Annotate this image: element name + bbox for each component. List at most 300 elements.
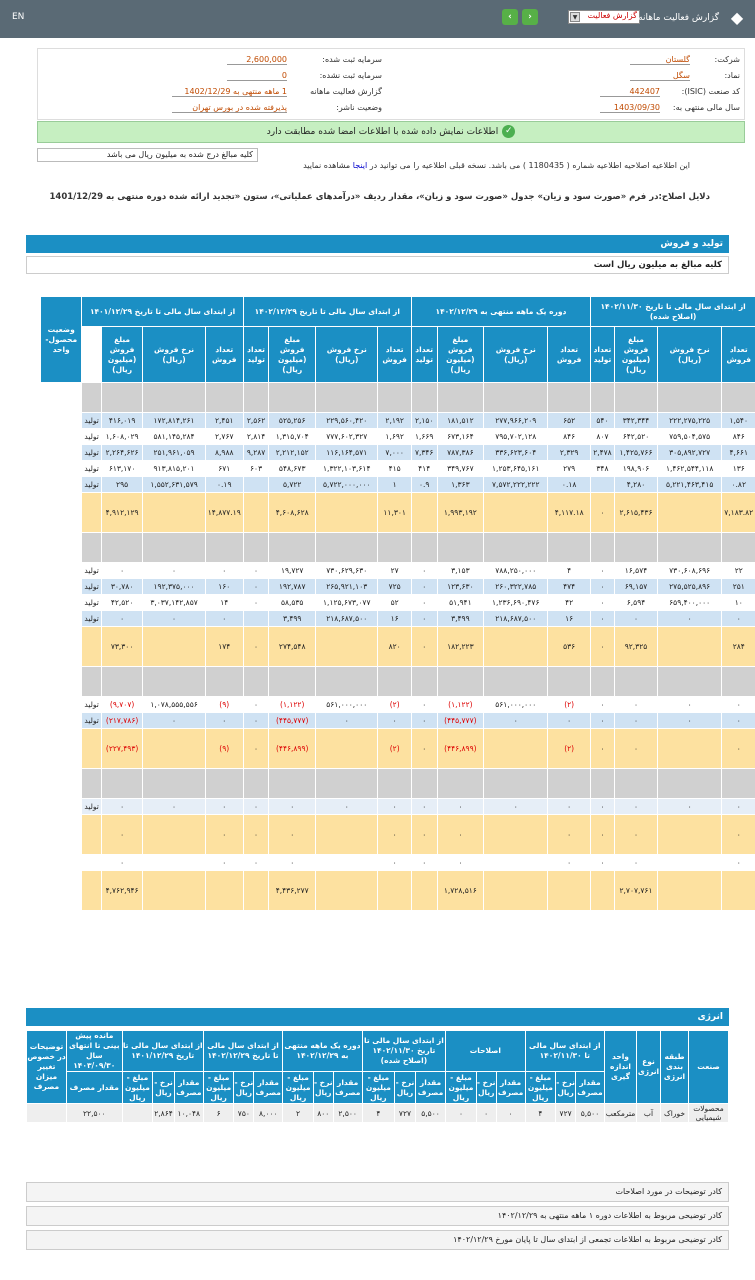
table-cell: ۵,۷۲۲,۰۰۰,۰۰۰ bbox=[316, 477, 378, 493]
header-prod-count-2: تعداد تولید bbox=[411, 327, 437, 383]
energy-cell: ۶ bbox=[203, 1104, 234, 1123]
table-cell: ۰ bbox=[590, 799, 614, 815]
table-cell bbox=[548, 769, 591, 799]
table-cell: ۴۷۴ bbox=[548, 579, 591, 595]
table-cell bbox=[243, 383, 269, 413]
header-sales-rate-1: نرخ فروش (ریال) bbox=[484, 327, 548, 383]
table-cell bbox=[378, 667, 411, 697]
table-row bbox=[41, 429, 755, 445]
table-cell bbox=[269, 383, 316, 413]
table-cell: ۰ bbox=[243, 713, 269, 729]
table-cell: ۱۰ bbox=[722, 595, 755, 611]
table-cell: ۲۲ bbox=[722, 563, 755, 579]
table-cell bbox=[484, 627, 548, 667]
table-cell: (۲) bbox=[548, 697, 591, 713]
table-cell: ۰ bbox=[411, 815, 437, 855]
table-cell: ۰.۱۸ bbox=[548, 477, 591, 493]
table-cell: ۱۴,۸۷۷.۱۹ bbox=[205, 493, 243, 533]
table-cell: ۲,۶۱۵,۴۳۶ bbox=[614, 493, 657, 533]
energy-h-adjust: اصلاحات bbox=[446, 1031, 525, 1072]
table-cell bbox=[143, 769, 205, 799]
table-cell: ۲,۱۵۰ bbox=[411, 413, 437, 429]
table-row bbox=[41, 533, 755, 563]
table-cell bbox=[590, 533, 614, 563]
table-cell: تولید bbox=[82, 477, 101, 493]
table-cell: ۲,۸۱۴ bbox=[243, 429, 269, 445]
table-cell bbox=[437, 769, 484, 799]
header-sales-count-0: تعداد فروش bbox=[722, 327, 755, 383]
table-cell bbox=[205, 667, 243, 697]
table-cell: ۰ bbox=[614, 799, 657, 815]
energy-h-unit: واحد اندازه گیری bbox=[605, 1031, 637, 1104]
table-cell bbox=[658, 383, 722, 413]
table-cell: تولید bbox=[82, 563, 101, 579]
energy-cell: ۵,۵۰۰ bbox=[575, 1104, 604, 1123]
table-cell: ۷۵۹,۵۰۴,۵۷۵ bbox=[658, 429, 722, 445]
table-row bbox=[41, 493, 755, 533]
energy-cell: ۷۲۷ bbox=[395, 1104, 416, 1123]
header-group-2: از ابتدای سال مالی تا تاریخ ۱۴۰۲/۱۲/۲۹ bbox=[243, 297, 411, 327]
table-cell bbox=[658, 769, 722, 799]
table-cell: ۲۱۸,۶۸۷,۵۰۰ bbox=[316, 611, 378, 627]
table-cell: ۸۴۶ bbox=[722, 429, 755, 445]
table-cell: ۷۹۵,۷۰۲,۱۲۸ bbox=[484, 429, 548, 445]
header-sales-amount-0: مبلغ فروش (میلیون ریال) bbox=[614, 327, 657, 383]
energy-cell: آب bbox=[637, 1104, 661, 1123]
report-type-select[interactable] bbox=[568, 10, 640, 24]
table-cell: ۰ bbox=[590, 563, 614, 579]
notice-text-end: مشاهده نمایید bbox=[303, 161, 351, 170]
table-cell: تولید bbox=[82, 799, 101, 815]
table-cell: ۱,۳۶۳ bbox=[437, 477, 484, 493]
table-cell: ۵۴۰ bbox=[590, 413, 614, 429]
table-cell: ۴,۷۶۲,۹۴۶ bbox=[101, 871, 142, 911]
table-cell bbox=[101, 383, 142, 413]
table-cell: ۷۷۷,۶۰۲,۳۲۷ bbox=[316, 429, 378, 445]
table-cell bbox=[243, 611, 269, 627]
table-cell bbox=[658, 855, 722, 871]
table-cell: ۰ bbox=[590, 611, 614, 627]
energy-subheader: مبلغ - میلیون ریال bbox=[525, 1072, 556, 1104]
table-cell: ۱,۶۶۹ bbox=[411, 429, 437, 445]
table-cell bbox=[437, 383, 484, 413]
energy-cell: خوراک bbox=[661, 1104, 689, 1123]
table-cell: ۱,۶۹۲ bbox=[378, 429, 411, 445]
table-cell: (۱,۱۲۲) bbox=[269, 697, 316, 713]
table-cell bbox=[243, 493, 269, 533]
notice-text: این اطلاعیه اصلاحیه اطلاعیه شماره ( 1180435 ) می باشد. نسخه قبلی اطلاعیه را می توانید در bbox=[369, 161, 690, 170]
table-cell bbox=[484, 815, 548, 855]
table-cell: تولید bbox=[82, 413, 101, 429]
table-cell bbox=[614, 769, 657, 799]
table-cell bbox=[82, 815, 101, 855]
table-cell bbox=[243, 477, 269, 493]
table-cell: ۰ bbox=[437, 799, 484, 815]
table-cell: ۱۹۲,۷۸۷ bbox=[269, 579, 316, 595]
table-cell: ۱۴ bbox=[205, 595, 243, 611]
table-cell bbox=[269, 533, 316, 563]
table-cell: ۴,۱۱۷.۱۸ bbox=[548, 493, 591, 533]
table-cell: ۵۴۸,۶۷۳ bbox=[269, 461, 316, 477]
table-cell: ۰ bbox=[101, 611, 142, 627]
table-cell: ۰ bbox=[269, 799, 316, 815]
energy-cell: ۸۰۰ bbox=[313, 1104, 333, 1123]
table-cell: ۱۱,۳۰۱ bbox=[378, 493, 411, 533]
table-cell bbox=[614, 667, 657, 697]
isic-value: 442407 bbox=[600, 87, 660, 97]
energy-cell bbox=[122, 1104, 153, 1123]
table-cell: ۰ bbox=[411, 697, 437, 713]
table-cell: ۶۹,۱۵۷ bbox=[614, 579, 657, 595]
table-cell bbox=[590, 383, 614, 413]
table-cell: ۱۶ bbox=[548, 611, 591, 627]
table-cell: ۰ bbox=[411, 563, 437, 579]
table-cell bbox=[82, 769, 101, 799]
energy-cell: ۰ bbox=[496, 1104, 525, 1123]
table-cell: ۰ bbox=[548, 799, 591, 815]
table-cell: (۴۴۶,۸۹۹) bbox=[269, 729, 316, 769]
table-cell: ۰ bbox=[614, 713, 657, 729]
table-cell bbox=[484, 493, 548, 533]
table-cell: ۳۴۲,۳۴۴ bbox=[614, 413, 657, 429]
table-cell: ۱,۵۵۲,۶۳۱,۵۷۹ bbox=[143, 477, 205, 493]
table-cell: ۰ bbox=[411, 799, 437, 815]
table-cell: تولید bbox=[82, 697, 101, 713]
table-row bbox=[41, 713, 755, 729]
table-cell: ۰ bbox=[143, 563, 205, 579]
table-cell: ۵,۲۲۱,۴۶۳,۴۱۵ bbox=[658, 477, 722, 493]
table-cell: ۰ bbox=[437, 855, 484, 871]
table-cell: ۰ bbox=[658, 697, 722, 713]
energy-subheader: مقدار مصرف bbox=[254, 1072, 283, 1104]
energy-cell: ۵,۵۰۰ bbox=[415, 1104, 445, 1123]
notes-cumulative: کادر توضیحی مربوط به اطلاعات تجمعی از ابتدای سال تا پایان مورخ ۱۴۰۲/۱۲/۲۹ bbox=[26, 1230, 729, 1250]
table-cell: ۰ bbox=[722, 815, 755, 855]
energy-h-prev-year: از ابتدای سال مالی تا تاریخ ۱۴۰۱/۱۲/۲۹ bbox=[122, 1031, 203, 1072]
table-cell: ۰ bbox=[411, 579, 437, 595]
header-sales-amount-1: مبلغ فروش (میلیون ریال) bbox=[437, 327, 484, 383]
table-cell bbox=[378, 383, 411, 413]
table-cell bbox=[316, 493, 378, 533]
table-cell: (۴۴۵,۷۷۷) bbox=[269, 713, 316, 729]
table-cell: ۰ bbox=[243, 579, 269, 595]
table-cell bbox=[484, 769, 548, 799]
table-cell: ۸,۹۸۸ bbox=[205, 445, 243, 461]
table-cell: ۰ bbox=[658, 611, 722, 627]
table-cell: ۱,۳۲۲,۱۰۳,۶۱۴ bbox=[316, 461, 378, 477]
table-cell bbox=[722, 871, 755, 911]
table-cell bbox=[411, 871, 437, 911]
energy-subheader: مقدار مصرف bbox=[575, 1072, 604, 1104]
energy-subheader: نرخ - ریال bbox=[556, 1072, 576, 1104]
table-cell: ۲,۷۶۷ bbox=[205, 429, 243, 445]
table-cell: ۰ bbox=[316, 713, 378, 729]
table-cell: ۷۳,۳۰۰ bbox=[101, 627, 142, 667]
table-cell: ۰ bbox=[243, 697, 269, 713]
table-cell: ۰ bbox=[484, 713, 548, 729]
energy-subheader: نرخ - ریال bbox=[313, 1072, 333, 1104]
header-sales-count-1: تعداد فروش bbox=[548, 327, 591, 383]
table-cell: ۲۷۴,۵۴۸ bbox=[269, 627, 316, 667]
table-cell bbox=[378, 769, 411, 799]
table-cell: ۲۷۹ bbox=[548, 461, 591, 477]
table-cell bbox=[82, 729, 101, 769]
table-cell: ۱,۴۲۵,۷۶۶ bbox=[614, 445, 657, 461]
table-cell: ۲,۴۵۱ bbox=[205, 413, 243, 429]
table-cell bbox=[316, 667, 378, 697]
table-cell bbox=[82, 855, 101, 871]
table-cell bbox=[590, 871, 614, 911]
table-cell bbox=[484, 855, 548, 871]
header-sales-count-2: تعداد فروش bbox=[378, 327, 411, 383]
table-cell: ۵۸۱,۱۴۵,۲۸۴ bbox=[143, 429, 205, 445]
table-row bbox=[41, 563, 755, 579]
table-cell bbox=[658, 815, 722, 855]
table-cell: ۴,۶۶۱ bbox=[722, 445, 755, 461]
table-cell bbox=[243, 871, 269, 911]
table-cell: ۱,۳۱۵,۷۰۴ bbox=[269, 429, 316, 445]
header-sales-count-3: تعداد فروش bbox=[205, 327, 243, 383]
table-cell: (۴۴۵,۷۷۷) bbox=[437, 713, 484, 729]
energy-section-title: انرژی bbox=[26, 1008, 729, 1026]
registered-capital-value: 2,600,000 bbox=[227, 55, 287, 65]
table-cell: ۰ bbox=[243, 595, 269, 611]
table-cell bbox=[437, 667, 484, 697]
table-cell: ۰ bbox=[590, 815, 614, 855]
amendment-notice bbox=[250, 160, 690, 172]
table-cell bbox=[143, 729, 205, 769]
header-prod-count-3: تعداد تولید bbox=[243, 327, 269, 383]
table-cell: ۱,۲۳۶,۶۹۰,۴۷۶ bbox=[484, 595, 548, 611]
table-row bbox=[41, 461, 755, 477]
table-cell: ۰ bbox=[722, 729, 755, 769]
table-row bbox=[41, 729, 755, 769]
registered-capital-label: سرمایه ثبت شده: bbox=[322, 55, 382, 64]
table-cell: ۰ bbox=[269, 815, 316, 855]
table-row bbox=[41, 383, 755, 413]
table-cell: ۷,۵۷۲,۲۲۲,۲۲۲ bbox=[484, 477, 548, 493]
table-cell: ۰ bbox=[411, 729, 437, 769]
top-bar bbox=[0, 0, 755, 38]
chevron-down-icon[interactable]: ▼ bbox=[570, 12, 580, 22]
table-cell bbox=[411, 383, 437, 413]
table-row bbox=[41, 667, 755, 697]
table-cell: (۲) bbox=[378, 697, 411, 713]
table-cell: ۳,۱۵۳ bbox=[437, 563, 484, 579]
table-cell bbox=[548, 533, 591, 563]
table-cell: ۶۵۹,۴۰۰,۰۰۰ bbox=[658, 595, 722, 611]
table-cell: ۰ bbox=[143, 799, 205, 815]
energy-cell: ۴ bbox=[362, 1104, 394, 1123]
table-cell: ۰ bbox=[722, 799, 755, 815]
table-cell bbox=[722, 769, 755, 799]
table-cell: ۴,۲۸۰ bbox=[614, 477, 657, 493]
table-cell: ۱۲۳,۶۳۰ bbox=[437, 579, 484, 595]
table-cell: ۲۲۹,۵۶۰,۴۲۰ bbox=[316, 413, 378, 429]
table-cell bbox=[243, 769, 269, 799]
table-cell: ۰ bbox=[101, 855, 142, 871]
table-cell: ۰ bbox=[205, 815, 243, 855]
table-cell bbox=[590, 769, 614, 799]
table-cell bbox=[484, 729, 548, 769]
table-cell: ۰ bbox=[411, 595, 437, 611]
prev-report-button[interactable]: ‹ bbox=[502, 9, 518, 25]
table-cell: ۲۹۵ bbox=[101, 477, 142, 493]
energy-h-notes: توضیحات در خصوص تغییر میزان مصرف bbox=[27, 1031, 67, 1104]
table-cell bbox=[143, 855, 205, 871]
table-cell: ۶۱۳,۱۷۰ bbox=[101, 461, 142, 477]
table-cell: ۴۲ bbox=[548, 595, 591, 611]
table-cell: ۰ bbox=[614, 815, 657, 855]
table-cell bbox=[658, 871, 722, 911]
table-cell: ۵۳۶ bbox=[548, 627, 591, 667]
table-cell: ۲,۱۹۲ bbox=[378, 413, 411, 429]
table-cell bbox=[82, 383, 101, 413]
energy-cell: ۲۲,۵۰۰ bbox=[67, 1104, 123, 1123]
table-cell: ۷۳۰,۶۲۹,۶۳۰ bbox=[316, 563, 378, 579]
table-cell: ۳,۰۳۷,۱۴۲,۸۵۷ bbox=[143, 595, 205, 611]
table-cell: ۷۸۸,۲۵۰,۰۰۰ bbox=[484, 563, 548, 579]
table-cell: ۲,۲۶۴,۶۲۶ bbox=[101, 445, 142, 461]
table-cell bbox=[143, 533, 205, 563]
table-cell: ۰ bbox=[101, 815, 142, 855]
table-cell: (۲۲۷,۴۹۳) bbox=[101, 729, 142, 769]
header-group-3: از ابتدای سال مالی تا تاریخ ۱۴۰۱/۱۲/۲۹ bbox=[82, 297, 243, 327]
table-cell bbox=[101, 769, 142, 799]
energy-subheader: مبلغ - میلیون ریال bbox=[446, 1072, 477, 1104]
table-cell: ۱,۰۷۸,۵۵۵,۵۵۶ bbox=[143, 697, 205, 713]
table-cell bbox=[378, 533, 411, 563]
table-cell: ۰ bbox=[614, 697, 657, 713]
report-type-value: گزارش فعالیت bbox=[587, 11, 637, 20]
table-cell bbox=[411, 769, 437, 799]
unit-note-box: کلیه مبالغ درج شده به میلیون ریال می باشد bbox=[37, 148, 258, 162]
table-cell: ۰ bbox=[548, 855, 591, 871]
table-cell bbox=[590, 667, 614, 697]
table-cell: ۱,۵۴۰ bbox=[722, 413, 755, 429]
table-cell bbox=[316, 533, 378, 563]
energy-h-industry: صنعت bbox=[689, 1031, 729, 1104]
table-cell bbox=[82, 533, 101, 563]
table-cell: ۰ bbox=[658, 799, 722, 815]
table-cell: ۴۱۵ bbox=[378, 461, 411, 477]
table-cell: ۵۶۱,۰۰۰,۰۰۰ bbox=[484, 697, 548, 713]
production-sales-table bbox=[40, 296, 755, 911]
table-cell: ۲,۵۶۲ bbox=[243, 413, 269, 429]
table-cell: ۲۵۱ bbox=[722, 579, 755, 595]
table-cell bbox=[658, 627, 722, 667]
table-cell: ۲۷۵,۵۲۵,۸۹۶ bbox=[658, 579, 722, 595]
table-cell: ۰ bbox=[243, 799, 269, 815]
energy-h-type: نوع انرژی bbox=[637, 1031, 661, 1104]
energy-h-ytd-prev: از ابتدای سال مالی تا ۱۴۰۲/۱۱/۳۰ bbox=[525, 1031, 604, 1072]
table-cell bbox=[82, 871, 101, 911]
table-cell: ۰ bbox=[548, 713, 591, 729]
table-cell bbox=[411, 493, 437, 533]
table-cell: ۲,۳۲۹ bbox=[548, 445, 591, 461]
production-sales-section-title: تولید و فروش bbox=[26, 235, 729, 253]
energy-subheader: مقدار مصرف bbox=[496, 1072, 525, 1104]
production-sales-table-wrapper[interactable] bbox=[26, 296, 755, 998]
table-cell bbox=[484, 533, 548, 563]
table-cell: تولید bbox=[82, 595, 101, 611]
table-cell: (۲۱۷,۷۸۶) bbox=[101, 713, 142, 729]
energy-subheader: مقدار مصرف bbox=[174, 1072, 203, 1104]
table-row bbox=[41, 477, 755, 493]
energy-cell: ۱۰,۰۴۸ bbox=[174, 1104, 203, 1123]
table-cell: ۳۰,۷۸۰ bbox=[101, 579, 142, 595]
table-cell: ۵۸,۵۳۵ bbox=[269, 595, 316, 611]
table-cell: ۰ bbox=[378, 815, 411, 855]
energy-subheader: نرخ - ریال bbox=[153, 1072, 175, 1104]
header-prod-count-1: تعداد تولید bbox=[590, 327, 614, 383]
table-cell bbox=[658, 729, 722, 769]
table-cell: ۰ bbox=[722, 855, 755, 871]
table-cell: ۶۵۲ bbox=[548, 413, 591, 429]
table-cell: ۳,۴۹۹ bbox=[437, 611, 484, 627]
table-cell bbox=[722, 533, 755, 563]
table-cell: ۰ bbox=[548, 815, 591, 855]
energy-h-ytd-adjusted: از ابتدای سال مالی تا تاریخ ۱۴۰۲/۱۱/۳۰ (اصلاح شده) bbox=[362, 1031, 445, 1072]
energy-cell: محصولات شیمیایی bbox=[689, 1104, 729, 1123]
table-cell: ۷,۱۸۳.۸۲ bbox=[722, 493, 755, 533]
table-row bbox=[41, 799, 755, 815]
table-cell bbox=[205, 533, 243, 563]
language-toggle[interactable]: EN bbox=[12, 12, 25, 22]
table-cell: ۱۶,۵۷۴ bbox=[614, 563, 657, 579]
table-cell: ۴۲,۵۲۰ bbox=[101, 595, 142, 611]
table-cell: ۰.۸۲ bbox=[722, 477, 755, 493]
table-cell: ۰ bbox=[590, 713, 614, 729]
table-cell: ۰ bbox=[243, 729, 269, 769]
table-cell: تولید bbox=[82, 611, 101, 627]
table-cell: ۰ bbox=[243, 627, 269, 667]
table-row bbox=[41, 697, 755, 713]
company-value: گلستان bbox=[630, 55, 690, 65]
table-cell: ۱,۲۵۳,۶۴۵,۱۶۱ bbox=[484, 461, 548, 477]
table-cell bbox=[316, 815, 378, 855]
table-cell bbox=[658, 667, 722, 697]
table-cell bbox=[316, 383, 378, 413]
table-cell bbox=[548, 667, 591, 697]
previous-version-link[interactable]: اینجا bbox=[352, 161, 368, 170]
table-cell: ۰ bbox=[143, 611, 205, 627]
check-icon: ✓ bbox=[502, 125, 515, 138]
next-report-button[interactable]: › bbox=[522, 9, 538, 25]
table-row bbox=[41, 595, 755, 611]
energy-h-month: دوره یک ماهه منتهی به ۱۴۰۲/۱۲/۲۹ bbox=[283, 1031, 362, 1072]
table-cell bbox=[143, 383, 205, 413]
table-cell bbox=[658, 493, 722, 533]
table-cell: ۱۷۲,۸۱۴,۲۶۱ bbox=[143, 413, 205, 429]
table-cell: ۱۹۲,۳۷۵,۰۰۰ bbox=[143, 579, 205, 595]
table-cell: ۰ bbox=[722, 713, 755, 729]
table-cell: ۰.۱۹ bbox=[205, 477, 243, 493]
table-cell: تولید bbox=[82, 713, 101, 729]
report-label: گزارش فعالیت ماهانه bbox=[310, 87, 382, 96]
table-cell: ۰ bbox=[722, 611, 755, 627]
table-cell bbox=[614, 383, 657, 413]
table-cell: ۴ bbox=[548, 563, 591, 579]
energy-subheader: مبلغ - میلیون ریال bbox=[362, 1072, 394, 1104]
amendment-reason: دلایل اصلاح:در فرم «صورت سود و زیان» جدول «صورت سود و زیان»، مقدار ردیف «درآمدهای عملیاتی»، ستون «تجدید ارائه شده دوره منتهی به 1401/12/29 bbox=[49, 192, 710, 202]
table-cell: ۶,۵۹۴ bbox=[614, 595, 657, 611]
table-cell: ۲۱۸,۶۸۷,۵۰۰ bbox=[484, 611, 548, 627]
table-cell: ۲۶۵,۹۲۱,۱۰۳ bbox=[316, 579, 378, 595]
table-row bbox=[41, 871, 755, 911]
table-cell bbox=[437, 533, 484, 563]
table-cell: ۱,۴۶۲,۵۴۴,۱۱۸ bbox=[658, 461, 722, 477]
